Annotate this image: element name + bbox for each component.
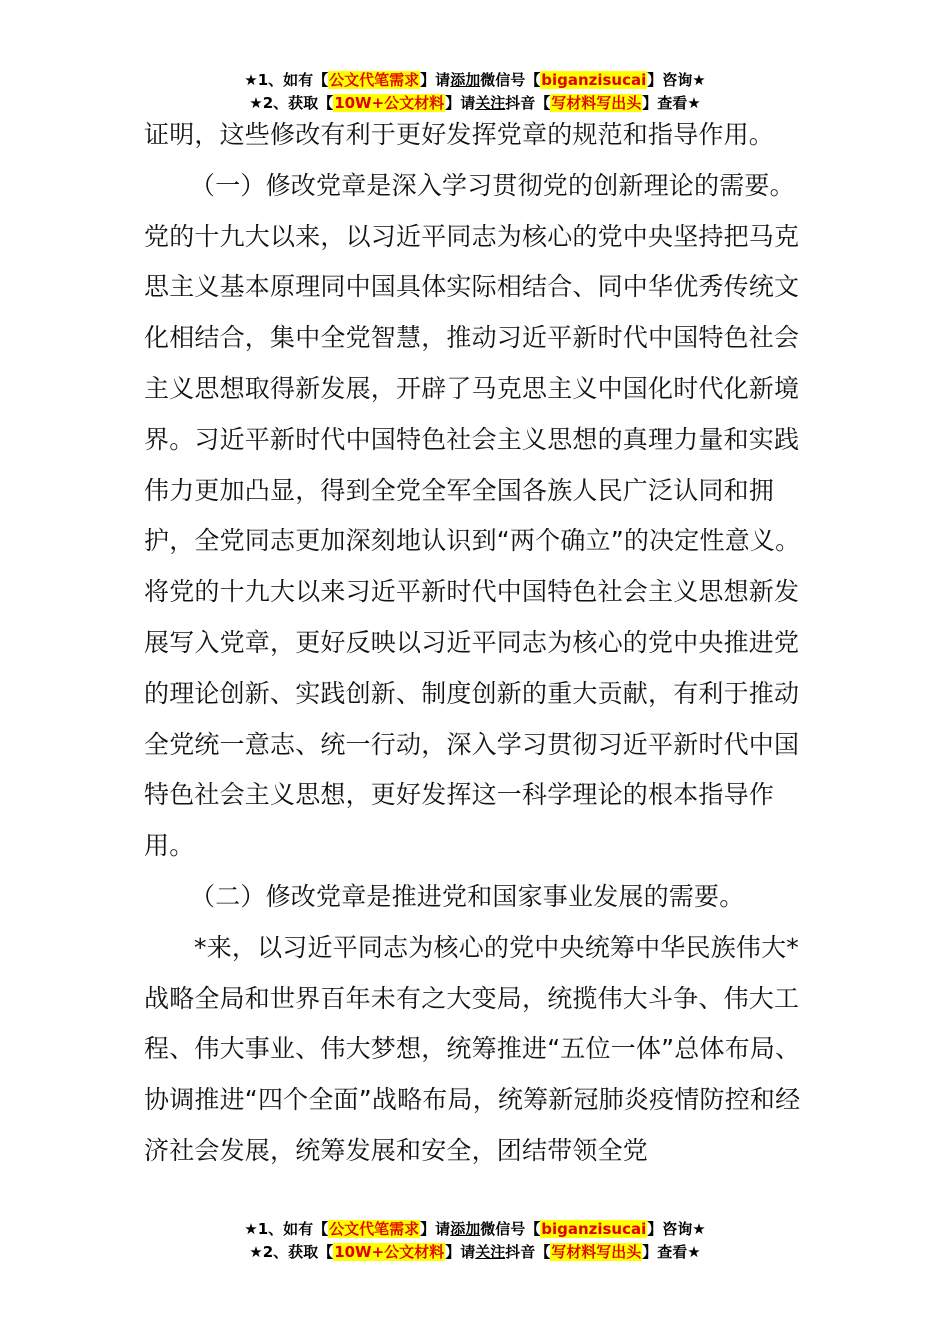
banner-text: ★1、如有【 xyxy=(244,1220,329,1238)
banner-text: ★1、如有【 xyxy=(244,71,329,89)
banner-highlight: 10W+公文材料 xyxy=(334,1243,445,1261)
banner-highlight: 公文代笔需求 xyxy=(329,1220,420,1238)
banner-underlined: 关注 xyxy=(475,94,506,112)
banner-douyin-id: 写材料写出头 xyxy=(551,94,642,112)
banner-text: 】查看★ xyxy=(642,94,701,112)
banner-text: 】咨询★ xyxy=(647,71,706,89)
banner-text: ★2、获取【 xyxy=(249,94,334,112)
footer-banner xyxy=(0,1218,950,1264)
paragraph: *来，以习近平同志为核心的党中央统筹中华民族伟大*战略全局和世界百年未有之大变局，统揽伟大斗争、伟大工程、伟大事业、伟大梦想，统筹推进“五位一体”总体布局、协调推进“四个全面”战略布局，统筹新冠肺炎疫情防控和经济社会发展，统筹发展和安全，团结带领全党 xyxy=(144,932,801,1165)
banner-underlined: 添加 xyxy=(450,1220,481,1238)
banner-text: ★2、获取【 xyxy=(249,1243,334,1261)
banner-text: 微信号【 xyxy=(480,71,541,89)
banner-highlight: 10W+公文材料 xyxy=(334,94,445,112)
banner-wechat-id: biganzisucai xyxy=(541,1220,647,1238)
banner-text: 抖音【 xyxy=(505,1243,551,1261)
banner-text: 】请 xyxy=(420,71,451,89)
header-banner xyxy=(0,69,950,115)
banner-line-1 xyxy=(0,69,950,92)
banner-text: 】请 xyxy=(445,1243,476,1261)
banner-line-1 xyxy=(0,1218,950,1241)
section-heading-1: （一）修改党章是深入学习贯彻党的创新理论的需要。 xyxy=(190,170,795,200)
paragraph: 党的十九大以来，以习近平同志为核心的党中央坚持把马克思主义基本原理同中国具体实际相结合、同中华优秀传统文化相结合，集中全党智慧，推动习近平新时代中国特色社会主义思想取得新发展，开辟了马克思主义中国化时代化新境界。习近平新时代中国特色社会主义思想的真理力量和实践伟力更加凸显，得到全党全军全国各族人民广泛认同和拥护，全党同志更加深刻地认识到“两个确立”的决定性意义。将党的十九大以来习近平新时代中国特色社会主义思想新发展写入党章，更好反映以习近平同志为核心的党中央推进党的理论创新、实践创新、制度创新的重大贡献，有利于推动全党统一意志、统一行动，深入学习贯彻习近平新时代中国特色社会主义思想，更好发挥这一科学理论的根本指导作用。 xyxy=(144,221,801,861)
banner-underlined: 添加 xyxy=(450,71,481,89)
paragraph: 证明，这些修改有利于更好发挥党章的规范和指导作用。 xyxy=(144,120,775,149)
banner-text: 】请 xyxy=(420,1220,451,1238)
banner-text: 】查看★ xyxy=(642,1243,701,1261)
banner-text: 】咨询★ xyxy=(647,1220,706,1238)
section-heading-2: （二）修改党章是推进党和国家事业发展的需要。 xyxy=(190,881,745,911)
banner-line-2 xyxy=(0,1241,950,1264)
banner-douyin-id: 写材料写出头 xyxy=(551,1243,642,1261)
document-body xyxy=(144,110,814,1177)
banner-wechat-id: biganzisucai xyxy=(541,71,647,89)
banner-highlight: 公文代笔需求 xyxy=(329,71,420,89)
banner-underlined: 关注 xyxy=(475,1243,506,1261)
banner-text: 】请 xyxy=(445,94,476,112)
banner-text: 微信号【 xyxy=(480,1220,541,1238)
banner-text: 抖音【 xyxy=(505,94,551,112)
